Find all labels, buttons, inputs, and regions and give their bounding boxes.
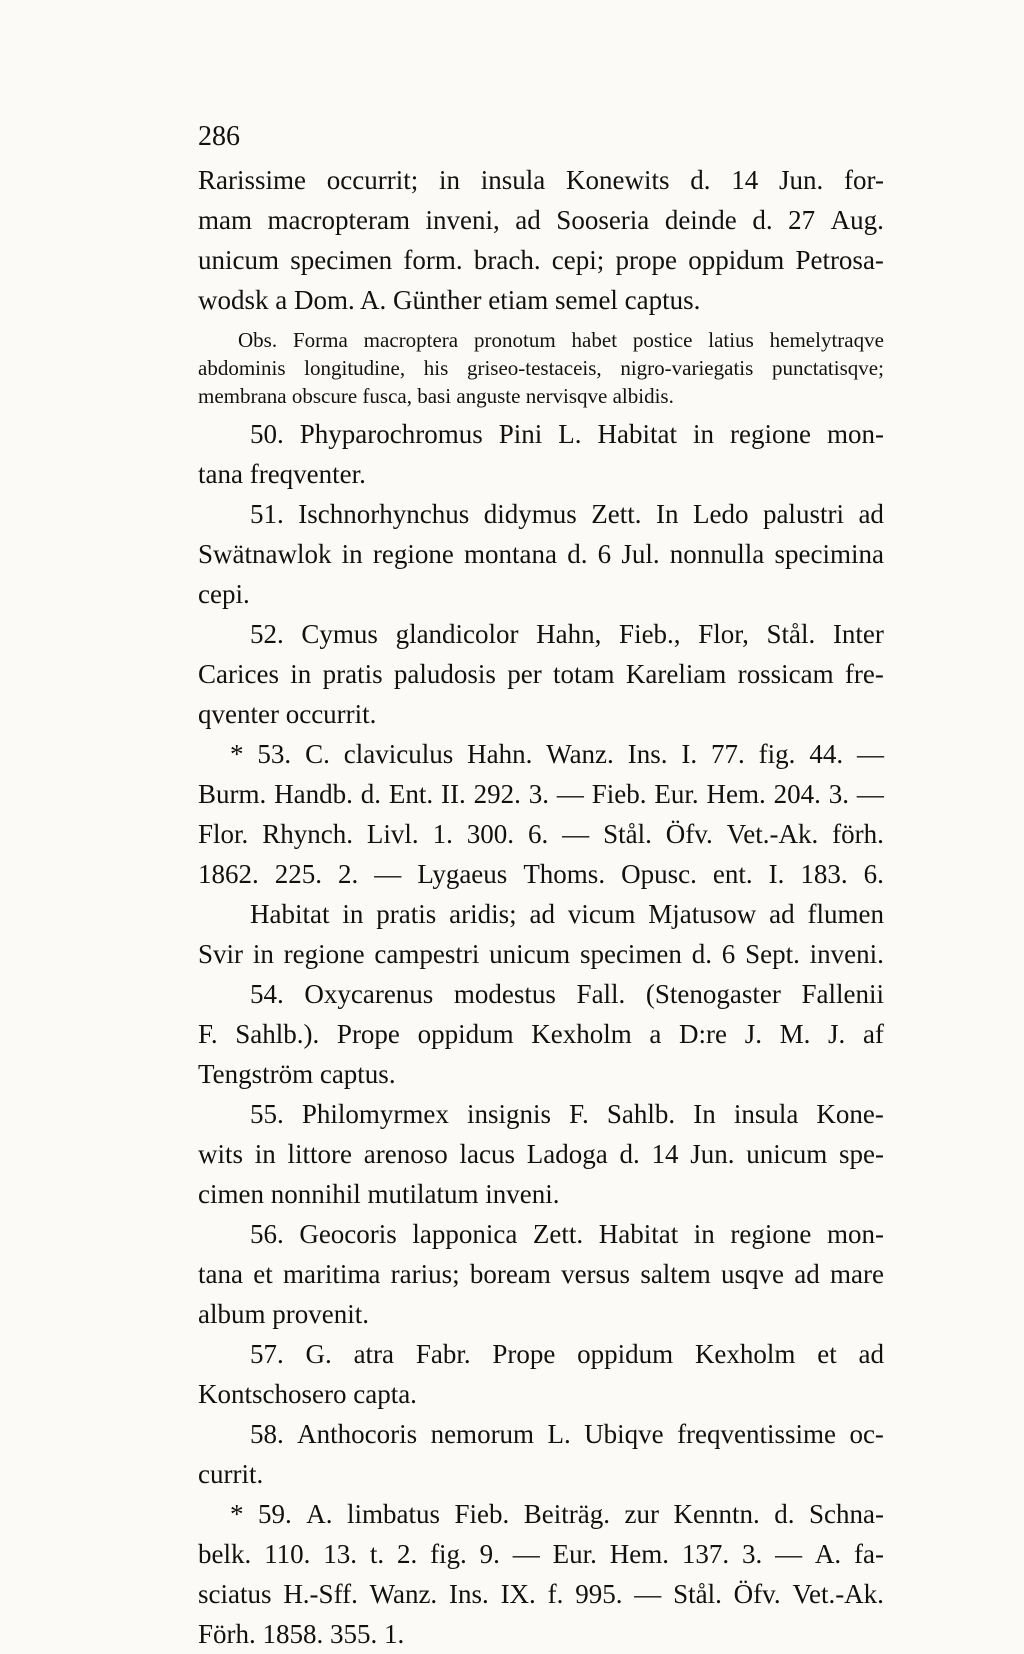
entry-heading-line: * 59. A. limbatus Fieb. Beiträg. zur Kenntn. d. Schna- <box>230 1499 884 1529</box>
entry-heading-line: 56. Geocoris lapponica Zett. Habitat in regione mon- <box>250 1219 884 1249</box>
text-line: tana et maritima rarius; boream versus saltem usqve ad mare <box>198 1259 884 1289</box>
text-line: mam macropteram inveni, ad Sooseria deinde d. 27 Aug. <box>198 205 884 235</box>
text-line: Tengström captus. <box>198 1059 396 1089</box>
text-line: wits in littore arenoso lacus Ladoga d. 14 Jun. unicum spe- <box>198 1139 884 1169</box>
text-line: Rarissime occurrit; in insula Konewits d. 14 Jun. for- <box>198 165 884 195</box>
text-line: sciatus H.-Sff. Wanz. Ins. IX. f. 995. — Stål. Öfv. Vet.-Ak. <box>198 1579 884 1609</box>
entry-heading-line: 57. G. atra Fabr. Prope oppidum Kexholm et ad <box>250 1339 884 1369</box>
text-line: Burm. Handb. d. Ent. II. 292. 3. — Fieb. Eur. Hem. 204. 3. — <box>198 779 884 809</box>
text-line: currit. <box>198 1459 264 1489</box>
text-line: Swätnawlok in regione montana d. 6 Jul. nonnulla specimina <box>198 539 884 569</box>
text-line: unicum specimen form. brach. cepi; prope oppidum Petrosa- <box>198 245 884 275</box>
entry-heading-line: 50. Phyparochromus Pini L. Habitat in regione mon- <box>250 419 884 449</box>
text-line: cepi. <box>198 579 250 609</box>
entry-heading-line: 55. Philomyrmex insignis F. Sahlb. In insula Kone- <box>250 1099 884 1129</box>
entry-heading-line: 51. Ischnorhynchus didymus Zett. In Ledo palustri ad <box>250 499 884 529</box>
text-line: qventer occurrit. <box>198 699 377 729</box>
text-line: Kontschosero capta. <box>198 1379 417 1409</box>
text-line: tana freqventer. <box>198 459 366 489</box>
text-line: wodsk a Dom. A. Günther etiam semel captus. <box>198 285 701 315</box>
page-number: 286 <box>198 121 240 152</box>
text-line: cimen nonnihil mutilatum inveni. <box>198 1179 560 1209</box>
text-line: Habitat in pratis aridis; ad vicum Mjatusow ad flumen <box>250 899 884 929</box>
obs-note-line: membrana obscure fusca, basi anguste nervisqve albidis. <box>198 384 674 408</box>
text-line: Carices in pratis paludosis per totam Kareliam rossicam fre- <box>198 659 884 689</box>
text-line: Förh. 1858. 355. 1. <box>198 1619 405 1649</box>
body-text <box>198 160 884 1654</box>
entry-heading-line: 54. Oxycarenus modestus Fall. (Stenogaster Fallenii <box>250 979 884 1009</box>
text-line: Svir in regione campestri unicum specimen d. 6 Sept. inveni. <box>198 939 884 969</box>
text-line: album provenit. <box>198 1299 369 1329</box>
entry-heading-line: 52. Cymus glandicolor Hahn, Fieb., Flor, Stål. Inter <box>250 619 884 649</box>
text-line: belk. 110. 13. t. 2. fig. 9. — Eur. Hem. 137. 3. — A. fa- <box>198 1539 884 1569</box>
entry-heading-line: 58. Anthocoris nemorum L. Ubiqve freqventissime oc- <box>250 1419 884 1449</box>
entry-heading-line: * 53. C. claviculus Hahn. Wanz. Ins. I. 77. fig. 44. — <box>230 739 884 769</box>
text-line: F. Sahlb.). Prope oppidum Kexholm a D:re J. M. J. af <box>198 1019 884 1049</box>
obs-note-line: Obs. Forma macroptera pronotum habet postice latius hemelytraqve <box>238 328 884 352</box>
obs-note-line: abdominis longitudine, his griseo-testaceis, nigro-variegatis punctatisqve; <box>198 356 884 380</box>
text-line: Flor. Rhynch. Livl. 1. 300. 6. — Stål. Öfv. Vet.-Ak. förh. <box>198 819 884 849</box>
text-line: 1862. 225. 2. — Lygaeus Thoms. Opusc. ent. I. 183. 6. <box>198 859 884 889</box>
